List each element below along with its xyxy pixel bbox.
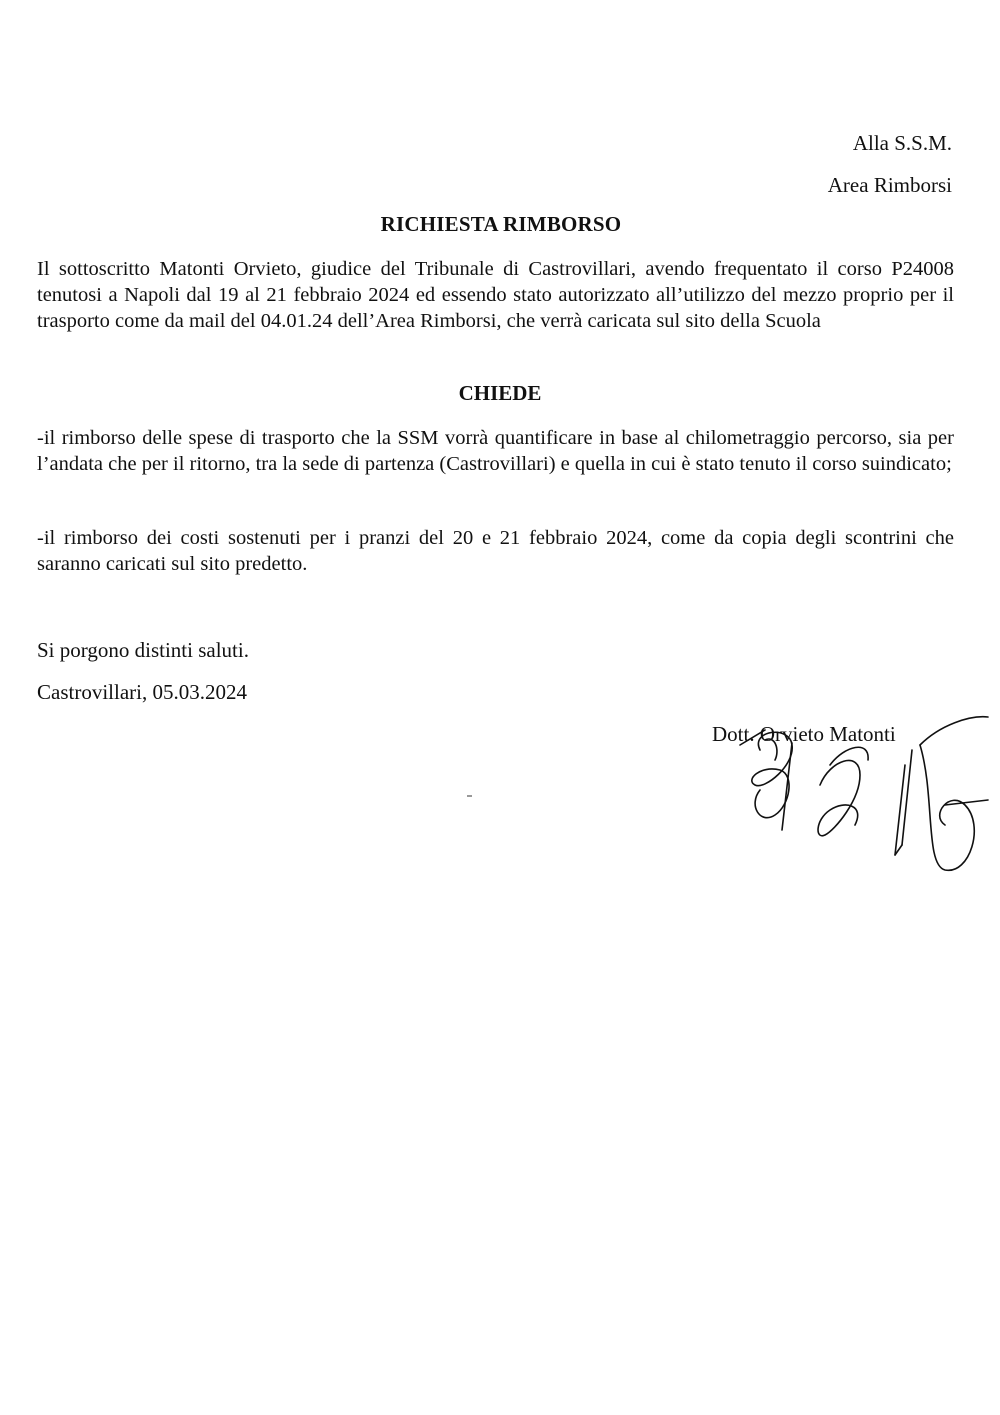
recipient-line-1: Alla S.S.M. <box>852 131 952 155</box>
request-item-meals: -il rimborso dei costi sostenuti per i pranzi del 20 e 21 febbraio 2024, come da copia degli scontrini che saranno caricati sul sito predetto. <box>37 527 954 575</box>
request-item-transport: -il rimborso delle spese di trasporto che la SSM vorrà quantificare in base al chilometraggio percorso, sia per l’andata che per il ritorno, tra la sede di partenza (Castrovillari) e quella in cui è stato tenuto il corso suindicato; <box>37 427 954 475</box>
request-heading: CHIEDE <box>458 381 542 405</box>
place-and-date: Castrovillari, 05.03.2024 <box>37 680 247 704</box>
recipient-line-2: Area Rimborsi <box>827 173 952 197</box>
signatory-name: Dott. Orvieto Matonti <box>712 722 896 746</box>
intro-paragraph: Il sottoscritto Matonti Orvieto, giudice del Tribunale di Castrovillari, avendo frequentato il corso P24008 tenutosi a Napoli dal 19 al 21 febbraio 2024 ed essendo stato autorizzato all’utilizzo del mezzo proprio per il trasporto come da mail del 04.01.24 dell’Area Rimborsi, che verrà caricata sul sito della Scuola <box>37 258 954 332</box>
document-title <box>0 212 1000 237</box>
closing-salutation: Si porgono distinti saluti. <box>37 638 249 662</box>
document-title-text: RICHIESTA RIMBORSO <box>380 212 622 236</box>
scan-artifact <box>467 795 472 797</box>
handwritten-signature <box>720 705 1000 885</box>
